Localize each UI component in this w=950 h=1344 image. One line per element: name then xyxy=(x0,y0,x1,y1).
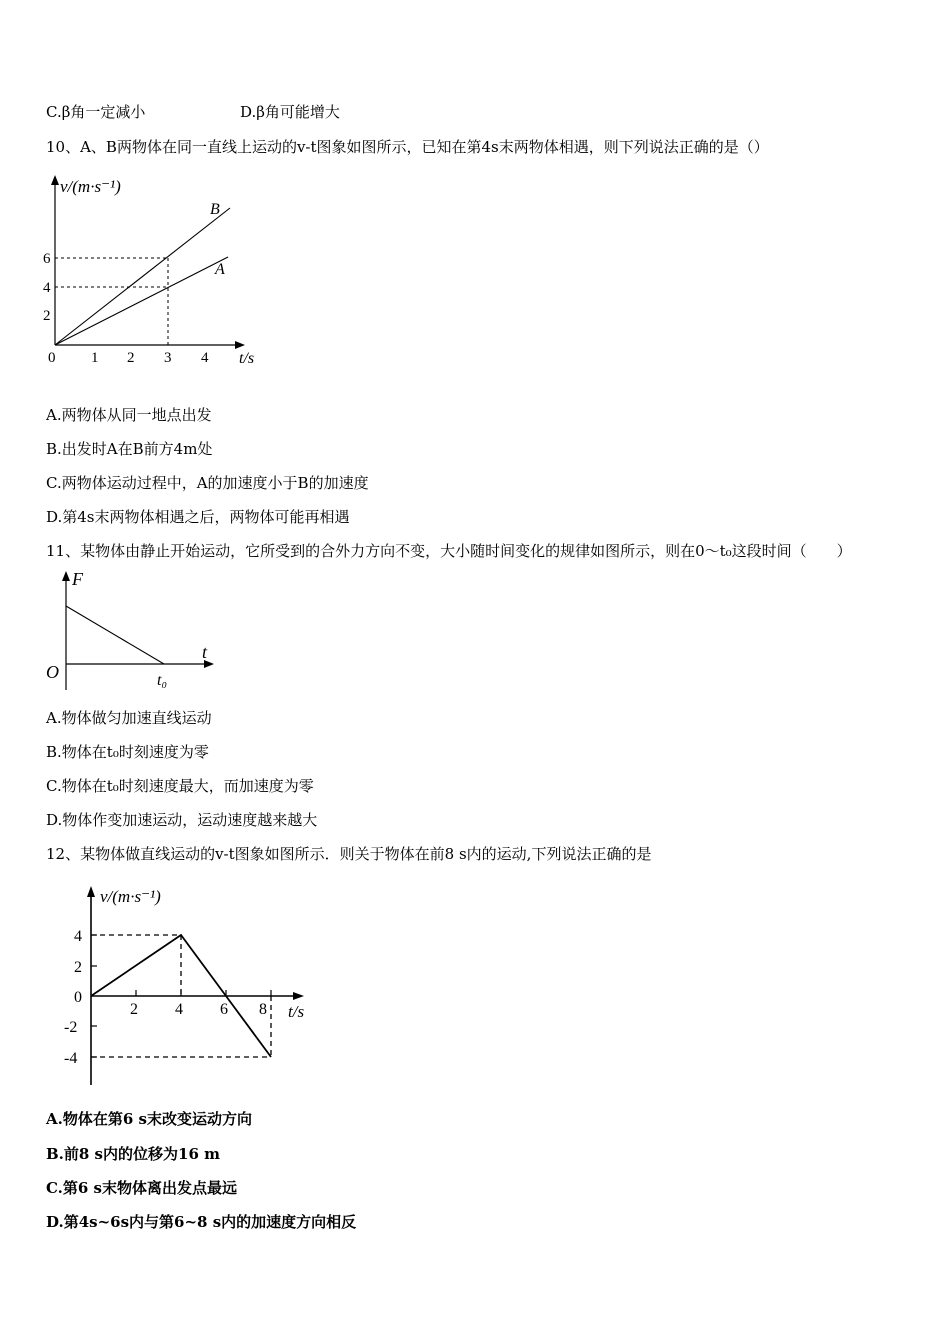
q10-line-a xyxy=(55,257,228,345)
q12-option-c: C.第6 s末物体离出发点最远 xyxy=(46,1179,238,1197)
q10-line-a-label: A xyxy=(215,261,225,278)
q12-x-tick-4: 4 xyxy=(175,1001,183,1018)
q11-y-axis-label: F xyxy=(72,569,83,589)
q12-option-b: B.前8 s内的位移为16 m xyxy=(46,1145,220,1163)
q12-y-tick-neg2: -2 xyxy=(64,1019,78,1036)
q11-option-c: C.物体在t₀时刻速度最大，而加速度为零 xyxy=(46,777,314,795)
q10-y-tick-6: 6 xyxy=(43,251,51,267)
q12-option-a: A.物体在第6 s末改变运动方向 xyxy=(46,1110,252,1128)
q11-y-arrow xyxy=(62,571,70,581)
q10-y-axis-label: v/(m·s⁻¹) xyxy=(60,177,121,196)
q10-option-b: B.出发时A在B前方4m处 xyxy=(46,440,213,458)
q11-origin-label: O xyxy=(46,662,59,682)
q10-line-b xyxy=(55,208,230,345)
q9-option-c: C.β角一定减小 xyxy=(46,103,146,121)
q10-y-arrow xyxy=(51,175,59,185)
q12-x-tick-2: 2 xyxy=(130,1001,138,1018)
q10-x-tick-3: 3 xyxy=(164,350,172,366)
q10-stem: 10、A、B两物体在同一直线上运动的v-t图象如图所示，已知在第4s末两物体相遇，则下列说法正确的是（） xyxy=(46,138,769,156)
q10-vt-graph xyxy=(40,170,280,370)
q12-y-arrow xyxy=(87,886,95,897)
q11-option-d: D.物体作变加速运动，运动速度越来越大 xyxy=(46,811,318,829)
q12-x-arrow xyxy=(293,992,304,1000)
q11-stem: 11、某物体由静止开始运动，它所受到的合外力方向不变，大小随时间变化的规律如图所示，则在0～t₀这段时间（ ） xyxy=(46,542,852,560)
q12-x-tick-8: 8 xyxy=(259,1001,267,1018)
q12-y-tick-4: 4 xyxy=(74,928,82,945)
q10-x-arrow xyxy=(235,341,245,349)
q12-option-d: D.第4s~6s内与第6~8 s内的加速度方向相反 xyxy=(46,1213,357,1231)
q10-line-b-label: B xyxy=(210,201,220,218)
q10-y-tick-2: 2 xyxy=(43,308,51,324)
q10-option-c: C.两物体运动过程中，A的加速度小于B的加速度 xyxy=(46,474,369,492)
q9-option-d: D.β角可能增大 xyxy=(240,103,340,121)
q11-option-a: A.物体做匀加速直线运动 xyxy=(46,709,212,727)
q10-x-axis-label: t/s xyxy=(239,350,255,367)
q12-y-tick-0: 0 xyxy=(74,989,82,1006)
q12-y-axis-label: v/(m·s⁻¹) xyxy=(100,887,161,906)
q10-origin-label: 0 xyxy=(48,350,56,366)
q12-y-tick-neg4: -4 xyxy=(64,1050,78,1067)
q12-x-tick-6: 6 xyxy=(220,1001,228,1018)
q11-t0-label: t₀ xyxy=(157,672,168,689)
q10-y-tick-4: 4 xyxy=(43,280,51,296)
q11-option-b: B.物体在t₀时刻速度为零 xyxy=(46,743,209,761)
q12-vt-graph xyxy=(60,880,320,1090)
q11-force-line xyxy=(66,606,164,664)
q10-x-tick-2: 2 xyxy=(127,350,135,366)
q11-force-graph xyxy=(42,568,232,693)
q10-option-d: D.第4s末两物体相遇之后，两物体可能再相遇 xyxy=(46,508,350,526)
q12-x-axis-label: t/s xyxy=(288,1002,305,1021)
q11-x-axis-label: t xyxy=(202,642,208,662)
q10-option-a: A.两物体从同一地点出发 xyxy=(46,406,212,424)
q10-x-tick-4: 4 xyxy=(201,350,209,366)
q12-stem: 12、某物体做直线运动的v-t图象如图所示．则关于物体在前8 s内的运动,下列说法正确的是 xyxy=(46,845,652,863)
q10-x-tick-1: 1 xyxy=(91,350,99,366)
q12-y-tick-2: 2 xyxy=(74,959,82,976)
